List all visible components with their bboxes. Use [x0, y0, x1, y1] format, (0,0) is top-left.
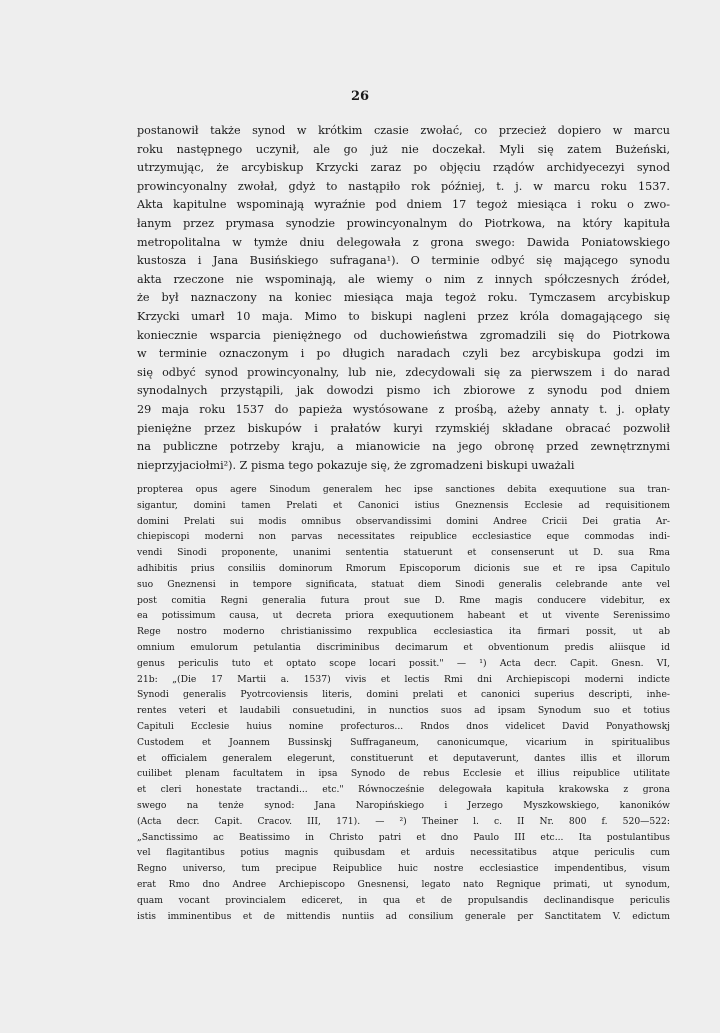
body-line: utrzymując, że arcybiskup Krzycki zaraz po objęciu rządów archidyecezyi synod — [137, 161, 670, 175]
body-line: roku następnego uczynił, ale go już nie doczekał. Myli się zatem Bużeński, — [137, 142, 670, 156]
footnote-line: adhibitis prius consiliis dominorum Rmorum Episcoporum dicionis sue et re ipsa Capitulo — [137, 562, 670, 574]
footnote-line: quam vocant provincialem ediceret, in qua et de propulsandis declinandisque periculis — [137, 894, 670, 906]
body-line: łanym przez prymasa synodzie prowincyonalnym do Piotrkowa, na który kapituła — [137, 216, 670, 230]
footnote-line: et officialem generalem elegerunt, constituerunt et deputaverunt, dantes illis et illorum — [137, 752, 670, 764]
footnote-line: Regno universo, tum precipue Reipublice huic nostre ecclesiastice impendentibus, visum — [137, 863, 670, 875]
body-line: metropolitalna w tymże dniu delegowała z grona swego: Dawida Poniatowskiego — [137, 235, 670, 249]
footnote-line: Custodem et Joannem Bussinskj Suffraganeum, canonicumque, vicarium in spiritualibus — [137, 736, 670, 748]
footnote-line: Synodi generalis Pyotrcoviensis literis, domini prelati et canonici superius descripti, inhe- — [137, 689, 670, 701]
footnote-line: omnium emulorum petulantia discriminibus decimarum et obventionum predis aliisque id — [137, 641, 670, 653]
footnote-line: (Acta decr. Capit. Cracov. III, 171). — ²) Theiner l. c. II Nr. 800 f. 520—522: — [137, 815, 670, 827]
footnote-line: swego na tenże synod: Jana Naropińskiego i Jerzego Myszkowskiego, kanoników — [137, 799, 670, 811]
footnote-line: ea potissimum causa, ut decreta priora exequutionem habeant et ut vivente Serenissimo — [137, 610, 670, 622]
body-line: Akta kapitulne wspominają wyraźnie pod dniem 17 tegoż miesiąca i roku o zwo- — [137, 198, 670, 212]
body-line: synodalnych przystąpili, jak dowodzi pismo ich zbiorowe z synodu pod dniem — [137, 384, 670, 398]
footnote-line: suo Gneznensi in tempore significata, statuat diem Sinodi generalis celebrande ante vel — [137, 578, 670, 590]
body-line: postanowił także synod w krótkim czasie zwołać, co przecież dopiero w marcu — [137, 124, 670, 137]
footnote-line: rentes veteri et laudabili consuetudini, in nunctios suos ad ipsam Synodum suo et totius — [137, 705, 670, 717]
footnote-line: vel flagitantibus potius magnis quibusdam et arduis necessitatibus atque periculis cum — [137, 847, 670, 859]
main-body-text — [137, 122, 670, 475]
footnote-line: istis imminentibus et de mittendis nuntiis ad consilium generale per Sanctitatem V. edictum — [137, 910, 670, 922]
footnote-line: genus periculis tuto et optato scope locari possit." — ¹) Acta decr. Capit. Gnesn. VI, — [137, 657, 670, 669]
body-line: pieniężne przez biskupów i prałatów kuryi rzymskiéj składane obracać pozwolił — [137, 421, 670, 435]
footnote-line: „Sanctissimo ac Beatissimo in Christo patri et dno Paulo III etc... Ita postulantibus — [137, 831, 670, 843]
footnote-line: Rege nostro moderno christianissimo rexpublica ecclesiastica ita firmari possit, ut ab — [137, 626, 670, 638]
body-line: prowincyonalny zwołał, gdyż to nastąpiło rok później, t. j. w marcu roku 1537. — [137, 179, 670, 193]
footnote-line: vendi Sinodi proponente, unanimi sententia statuerunt et consenserunt ut D. sua Rma — [137, 547, 670, 559]
body-line: się odbyć synod prowincyonalny, lub nie, zdecydowali się za pierwszem i do narad — [137, 365, 670, 379]
body-line: nieprzyjaciołmi²). Z pisma tego pokazuje się, że zgromadzeni biskupi uważali — [137, 458, 575, 472]
footnote-line: domini Prelati sui modis omnibus observandissimi domini Andree Cricii Dei gratia Ar- — [137, 515, 670, 527]
body-line: w terminie oznaczonym i po długich naradach czyli bez arcybiskupa godzi im — [137, 347, 670, 361]
body-line: Krzycki umarł 10 maja. Mimo to biskupi nagleni przez króla domagającego się — [137, 309, 670, 323]
footnote-line: sigantur, domini tamen Prelati et Canonici istius Gneznensis Ecclesie ad requisitionem — [137, 499, 670, 511]
body-line: kustosza i Jana Busińskiego sufragana¹). O terminie odbyć się mającego synodu — [137, 254, 670, 268]
body-line: że był naznaczony na koniec miesiąca maja tegoż roku. Tymczasem arcybiskup — [137, 291, 670, 305]
body-line: na publiczne potrzeby kraju, a mianowicie na jego obronę przed zewnętrznymi — [137, 440, 670, 454]
footnote-line: Capituli Ecclesie huius nomine profecturos... Rndos dnos videlicet David Ponyathowskj — [137, 720, 670, 732]
body-line: koniecznie wsparcia pieniężnego od duchowieństwa zgromadzili się do Piotrkowa — [137, 328, 670, 342]
footnote-line: post comitia Regni generalia futura prout sue D. Rme magis conducere videbitur, ex — [137, 594, 670, 606]
body-line: akta rzeczone nie wspominają, ale wiemy o nim z innych spółczesnych źródeł, — [137, 272, 670, 286]
footnote-line: propterea opus agere Sinodum generalem hec ipse sanctiones debita exequutione sua tran- — [137, 484, 670, 495]
body-line: 29 maja roku 1537 do papieża wystósowane z prośbą, ażeby annaty t. j. opłaty — [137, 402, 670, 416]
footnote-line: chiepiscopi moderni non parvas necessitates reipublice ecclesiastice eque commodas indi- — [137, 531, 670, 543]
footnote-line: erat Rmo dno Andree Archiepiscopo Gnesnensi, legato nato Regnique primati, ut synodum, — [137, 878, 670, 890]
footnote-line: 21b: „(Die 17 Martii a. 1537) vivis et lectis Rmi dni Archiepiscopi moderni indicte — [137, 673, 670, 685]
footnotes-block — [137, 482, 670, 924]
footnote-line: cuilibet plenam facultatem in ipsa Synodo de rebus Ecclesie et illius reipublice utilitate — [137, 768, 670, 780]
footnote-line: et cleri honestate tractandi... etc." Równocześnie delegowała kapituła krakowska z grona — [137, 784, 670, 796]
page-number: 26 — [350, 89, 370, 104]
